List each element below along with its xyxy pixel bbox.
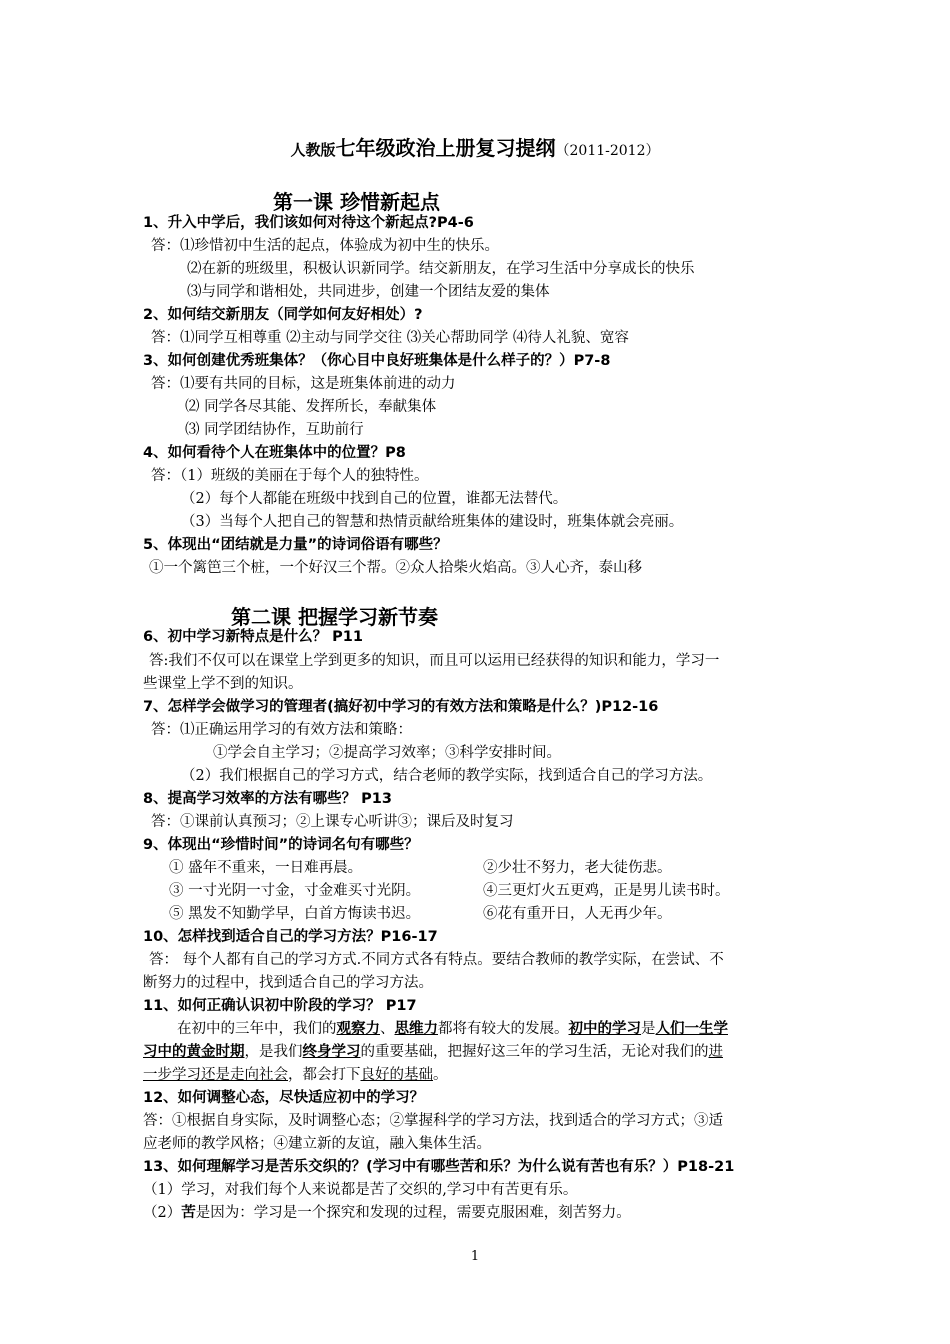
keyword: 苦	[181, 1204, 196, 1221]
answer-line: 答：（1）班级的美丽在于每个人的独特性。	[151, 468, 429, 484]
question-6: 6、初中学习新特点是什么？ P11	[143, 629, 363, 645]
answer-line: （2）每个人都能在班级中找到自己的位置，谁都无法替代。	[181, 491, 568, 507]
keyword: 思维力	[394, 1020, 438, 1037]
answer-line: （2）我们根据自己的学习方式，结合老师的教学实际，找到适合自己的学习方法。	[181, 768, 713, 784]
text-run: ，是我们	[244, 1044, 303, 1060]
poem-line: ① 盛年不重来，一日难再晨。	[169, 860, 363, 876]
answer-line	[143, 1064, 448, 1086]
answer-line: 答： 每个人都有自己的学习方式.不同方式各有特点。要结合教师的教学实际，在尝试、不	[149, 952, 724, 968]
answer-line: 答：⑴珍惜初中生活的起点，体验成为初中生的快乐。	[151, 238, 499, 254]
answer-line: 答：⑴正确运用学习的有效方法和策略：	[151, 722, 412, 738]
keyword: 初中的学习	[568, 1020, 641, 1037]
text-run: 是因为：学习是一个探究和发现的过程，需要克服困难，刻苦努力。	[195, 1205, 631, 1221]
keyword: 人们一生学	[655, 1020, 728, 1037]
answer-line: ⑶与同学和谐相处，共同进步，创建一个团结友爱的集体	[187, 284, 550, 300]
poem-line: ⑤ 黑发不知勤学早，白首方悔读书迟。	[169, 906, 421, 922]
answer-line: （1）学习，对我们每个人来说都是苦了交织的,学习中有苦更有乐。	[143, 1182, 578, 1198]
question-2: 2、如何结交新朋友（同学如何友好相处）?	[143, 307, 423, 323]
text-run: 都将有较大的发展。	[438, 1021, 569, 1037]
question-5: 5、体现出“团结就是力量”的诗词俗语有哪些？	[143, 537, 448, 553]
keyword: 终身学习	[302, 1043, 361, 1060]
answer-line: 答：⑴要有共同的目标，这是班集体前进的动力	[151, 376, 456, 392]
question-12: 12、如何调整心态，尽快适应初中的学习？	[143, 1090, 425, 1106]
page-number: 1	[470, 1249, 480, 1264]
answer-line: 断努力的过程中，找到适合自己的学习方法。	[143, 975, 433, 991]
question-9: 9、体现出“珍惜时间”的诗词名句有哪些？	[143, 837, 419, 853]
answer-line: ⑶ 同学团结协作，互助前行	[185, 422, 364, 438]
answer-line: （3）当每个人把自己的智慧和热情贡献给班集体的建设时，班集体就会亮丽。	[181, 514, 684, 530]
title-year: （2011-2012）	[555, 143, 660, 159]
text-run: ，都会打下	[288, 1067, 361, 1083]
answer-line: 答：⑴同学互相尊重 ⑵主动与同学交往 ⑶关心帮助同学 ⑷待人礼貌、宽容	[151, 330, 629, 346]
poem-line: ④三更灯火五更鸡，正是男儿读书时。	[483, 883, 730, 899]
question-13: 13、如何理解学习是苦乐交织的？(学习中有哪些苦和乐？为什么说有苦也有乐？）P18-21	[143, 1159, 735, 1175]
underlined-text: 一步学习还是走向社会	[143, 1067, 288, 1083]
question-8: 8、提高学习效率的方法有哪些？ P13	[143, 791, 392, 807]
text-run: 是	[641, 1021, 656, 1037]
text-run: 、	[380, 1021, 395, 1037]
text-run: 。	[433, 1067, 448, 1083]
underlined-text: 良好的基础	[360, 1067, 433, 1083]
poem-line: ③ 一寸光阴一寸金，寸金难买寸光阴。	[169, 883, 421, 899]
answer-line	[177, 1018, 728, 1040]
answer-line: ⑵ 同学各尽其能、发挥所长，奉献集体	[185, 399, 437, 415]
text-run: 的重要基础，把握好这三年的学习生活，无论对我们的	[360, 1044, 709, 1060]
question-11: 11、如何正确认识初中阶段的学习？ P17	[143, 998, 417, 1014]
question-1: 1、升入中学后，我们该如何对待这个新起点?P4-6	[143, 215, 474, 231]
answer-line: 答:我们不仅可以在课堂上学到更多的知识，而且可以运用已经获得的知识和能力，学习一	[149, 653, 720, 669]
answer-line: 答：①根据自身实际，及时调整心态；②掌握科学的学习方法，找到适合的学习方式；③适	[143, 1113, 723, 1129]
answer-line: 应老师的教学风格；④建立新的友谊，融入集体生活。	[143, 1136, 491, 1152]
answer-line: 些课堂上学不到的知识。	[143, 676, 303, 692]
poem-line: ⑥花有重开日，人无再少年。	[483, 906, 672, 922]
question-4: 4、如何看待个人在班集体中的位置？P8	[143, 445, 406, 461]
text-run: （2）	[143, 1205, 182, 1221]
answer-line	[143, 1202, 631, 1224]
underlined-text: 进	[708, 1044, 723, 1060]
keyword: 习中的黄金时期	[143, 1043, 245, 1060]
answer-line: 答：①课前认真预习；②上课专心听讲③；课后及时复习	[151, 814, 514, 830]
poem-line: ②少壮不努力，老大徒伤悲。	[483, 860, 672, 876]
keyword: 观察力	[336, 1020, 380, 1037]
answer-line: ①学会自主学习；②提高学习效率；③科学安排时间。	[213, 745, 561, 761]
title-prefix: 人教版	[290, 141, 336, 159]
title-main: 七年级政治上册复习提纲	[335, 136, 556, 160]
document-title	[0, 132, 950, 161]
answer-line: ⑵在新的班级里，积极认识新同学。结交新朋友，在学习生活中分享成长的快乐	[187, 261, 695, 277]
text-run: 在初中的三年中，我们的	[177, 1021, 337, 1037]
lesson-1-heading: 第一课 珍惜新起点	[273, 190, 440, 214]
question-3: 3、如何创建优秀班集体？（你心目中良好班集体是什么样子的？）P7-8	[143, 353, 611, 369]
answer-line	[143, 1041, 723, 1063]
lesson-2-heading: 第二课 把握学习新节奏	[231, 605, 438, 629]
question-7: 7、怎样学会做学习的管理者(搞好初中学习的有效方法和策略是什么？)P12-16	[143, 699, 659, 715]
question-10: 10、怎样找到适合自己的学习方法？P16-17	[143, 929, 438, 945]
answer-line: ①一个篱笆三个桩，一个好汉三个帮。②众人拾柴火焰高。③人心齐，泰山移	[149, 560, 642, 576]
